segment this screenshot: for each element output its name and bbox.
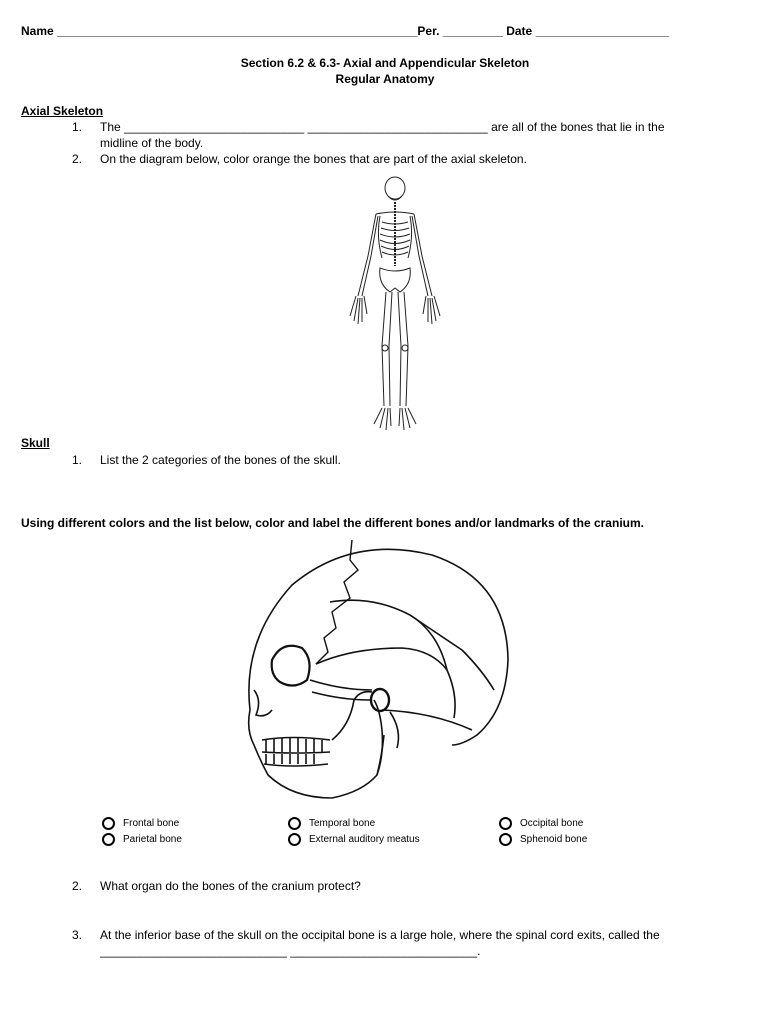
skull-q2-text: What organ do the bones of the cranium protect? xyxy=(100,879,361,893)
axial-q1-text: The ___________________________ ___________________________ are all of the bones that lie in the xyxy=(100,120,665,134)
axial-q1-number: 1. xyxy=(71,120,82,134)
skull-q1-number: 1. xyxy=(71,453,82,467)
skull-q1-text: List the 2 categories of the bones of the skull. xyxy=(100,453,341,467)
axial-q2-text: On the diagram below, color orange the bones that are part of the axial skeleton. xyxy=(100,152,527,166)
legend-item-sphenoid-bone[interactable]: Sphenoid bone xyxy=(499,833,587,846)
legend-item-parietal-bone[interactable]: Parietal bone xyxy=(102,833,182,846)
bubble-icon xyxy=(288,817,301,830)
cranium-instruction: Using different colors and the list below, color and label the different bones and/or landmarks of the cranium. xyxy=(21,516,644,530)
axial-heading: Axial Skeleton xyxy=(21,104,104,118)
skull-heading: Skull xyxy=(21,436,50,450)
bubble-icon xyxy=(102,833,115,846)
legend-item-external-auditory-meatus[interactable]: External auditory meatus xyxy=(288,833,420,846)
skull-q3-text: At the inferior base of the skull on the occipital bone is a large hole, where the spinal cord exits, called the xyxy=(100,928,660,942)
legend-item-frontal-bone[interactable]: Frontal bone xyxy=(102,817,179,830)
axial-q1-continuation: midline of the body. xyxy=(100,136,204,150)
axial-q2-number: 2. xyxy=(71,152,82,166)
bubble-icon xyxy=(499,817,512,830)
name-field[interactable]: Name ______________________________________________________Per. _________ Date ____________________ xyxy=(21,24,670,38)
skull-q3-blank[interactable]: ____________________________ ____________________________. xyxy=(100,944,481,958)
skull-diagram xyxy=(232,540,514,802)
bubble-icon xyxy=(288,833,301,846)
bubble-icon xyxy=(102,817,115,830)
legend-item-temporal-bone[interactable]: Temporal bone xyxy=(288,817,375,830)
legend-item-occipital-bone[interactable]: Occipital bone xyxy=(499,817,583,830)
page-subtitle: Regular Anatomy xyxy=(335,72,435,86)
page-title: Section 6.2 & 6.3- Axial and Appendicular Skeleton xyxy=(240,56,530,70)
bubble-icon xyxy=(499,833,512,846)
skull-q2-number: 2. xyxy=(71,879,82,893)
skeleton-diagram xyxy=(340,176,450,432)
skull-q3-number: 3. xyxy=(71,928,82,942)
